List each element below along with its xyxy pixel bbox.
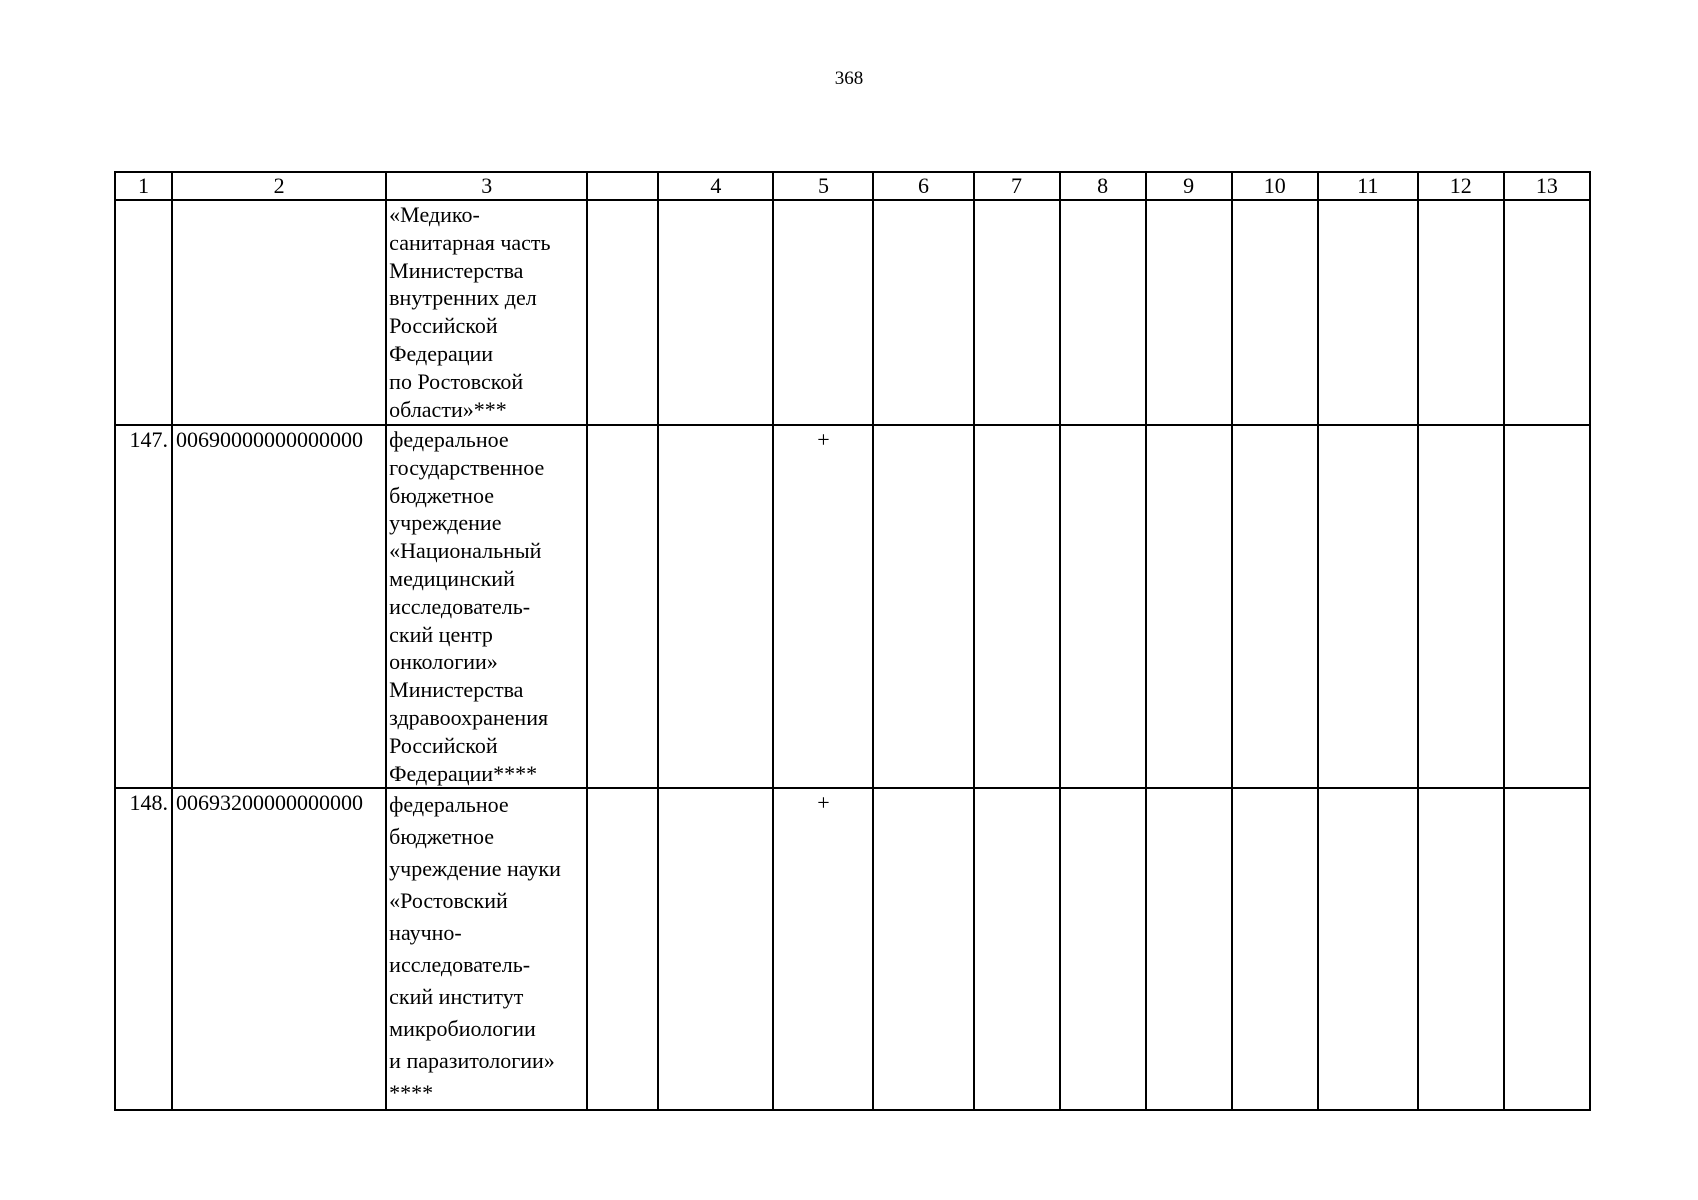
empty-cell — [974, 788, 1060, 1110]
column-5-mark: + — [773, 425, 873, 788]
empty-cell — [587, 425, 658, 788]
row-number: 148. — [115, 788, 172, 1110]
column-header: 13 — [1504, 172, 1590, 200]
column-header: 8 — [1060, 172, 1146, 200]
empty-cell — [587, 788, 658, 1110]
row-number: 147. — [115, 425, 172, 788]
column-header: 6 — [873, 172, 973, 200]
empty-cell — [658, 200, 773, 425]
name-line: ский институт — [389, 984, 524, 1010]
empty-cell — [1146, 200, 1232, 425]
name-line: медицинский — [389, 565, 515, 591]
name-line: государственное — [389, 454, 545, 480]
name-line: «Национальный — [389, 538, 542, 564]
empty-cell — [658, 425, 773, 788]
column-header: 11 — [1318, 172, 1418, 200]
table-row — [115, 425, 1590, 788]
column-header: 5 — [773, 172, 873, 200]
empty-cell — [1060, 425, 1146, 788]
name-line: Федерации — [389, 340, 494, 366]
name-line: Министерства — [389, 257, 524, 283]
name-line: учреждение — [389, 510, 502, 536]
empty-cell — [658, 788, 773, 1110]
name-line: федеральное — [389, 427, 509, 452]
name-line: федеральное — [389, 792, 509, 818]
name-line: исследователь- — [389, 952, 531, 978]
empty-cell — [1060, 788, 1146, 1110]
empty-cell — [873, 788, 973, 1110]
name-line: исследователь- — [389, 593, 531, 619]
name-line: по Ростовской — [389, 368, 524, 394]
name-line: «Ростовский — [389, 888, 508, 914]
empty-cell — [1318, 788, 1418, 1110]
name-line: «Медико- — [389, 202, 480, 227]
column-5-mark — [773, 200, 873, 425]
empty-cell — [1318, 425, 1418, 788]
table-row — [115, 788, 1590, 1110]
row-name — [386, 788, 587, 1110]
column-header: 10 — [1232, 172, 1318, 200]
empty-cell — [974, 425, 1060, 788]
row-code: 00693200000000000 — [172, 788, 386, 1110]
name-line: Федерации**** — [389, 760, 538, 786]
empty-cell — [1318, 200, 1418, 425]
empty-cell — [1232, 200, 1318, 425]
empty-cell — [1418, 425, 1504, 788]
row-code — [172, 200, 386, 425]
name-line: и паразитологии» — [389, 1048, 555, 1074]
empty-cell — [1232, 425, 1318, 788]
name-line: Российской — [389, 313, 498, 339]
name-line: онкологии» — [389, 649, 498, 675]
column-header: 7 — [974, 172, 1060, 200]
empty-cell — [1504, 425, 1590, 788]
column-header: 4 — [658, 172, 773, 200]
empty-cell — [873, 200, 973, 425]
register-table — [114, 171, 1591, 1111]
column-header: 1 — [115, 172, 172, 200]
empty-cell — [1418, 200, 1504, 425]
name-line: санитарная часть — [389, 229, 551, 255]
name-line: **** — [389, 1080, 434, 1106]
row-name — [386, 425, 587, 788]
name-line: бюджетное — [389, 482, 494, 508]
name-line: Министерства — [389, 677, 524, 703]
empty-cell — [1060, 200, 1146, 425]
name-line: ский центр — [389, 621, 493, 647]
column-header: 9 — [1146, 172, 1232, 200]
name-line: здравоохранения — [389, 704, 549, 730]
empty-cell — [1418, 788, 1504, 1110]
empty-cell — [1504, 200, 1590, 425]
empty-cell — [873, 425, 973, 788]
row-number — [115, 200, 172, 425]
empty-cell — [974, 200, 1060, 425]
empty-cell — [1504, 788, 1590, 1110]
name-line: бюджетное — [389, 824, 494, 850]
column-header: 12 — [1418, 172, 1504, 200]
empty-cell — [587, 200, 658, 425]
name-line: Российской — [389, 732, 498, 758]
name-line: микробиологии — [389, 1016, 536, 1042]
name-line: учреждение науки — [389, 856, 561, 882]
column-header: 2 — [172, 172, 386, 200]
empty-cell — [1146, 425, 1232, 788]
page-number: 368 — [834, 68, 864, 89]
name-line: научно- — [389, 920, 462, 946]
column-5-mark: + — [773, 788, 873, 1110]
table-row — [115, 200, 1590, 425]
row-code: 00690000000000000 — [172, 425, 386, 788]
column-header — [587, 172, 658, 200]
empty-cell — [1146, 788, 1232, 1110]
empty-cell — [1232, 788, 1318, 1110]
row-name — [386, 200, 587, 425]
name-line: внутренних дел — [389, 285, 537, 311]
header-row — [115, 172, 1590, 200]
name-line: области»*** — [389, 396, 507, 422]
column-header: 3 — [386, 172, 587, 200]
